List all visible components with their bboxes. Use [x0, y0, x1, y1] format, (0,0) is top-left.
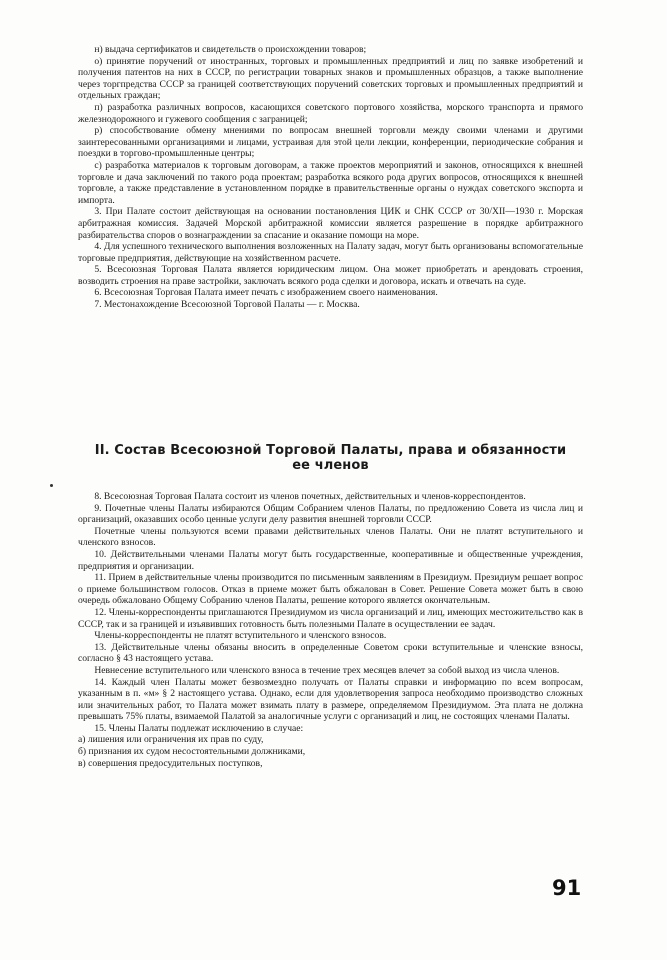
- section-heading-line: ее членов: [292, 458, 369, 473]
- paragraph: Члены-корреспонденты не платят вступительного и членского взносов.: [94, 630, 387, 642]
- page-number: 91: [552, 876, 582, 900]
- paragraph: 8. Всесоюзная Торговая Палата состоит из членов почетных, действительных и членов-корреспондентов.: [94, 491, 526, 502]
- paragraph: н) выдача сертификатов и свидетельств о происхождении товаров;: [94, 44, 367, 55]
- paragraph: 5. Всесоюзная Торговая Палата является юридическим лицом. Она может приобретать и арендовать строения, возводить строения на праве застройки, заключать всякого рода сделки и договора, искать и отвечать на суде.: [78, 264, 583, 287]
- paragraph: 12. Члены-корреспонденты приглашаются Президиумом из числа организаций и лиц, имеющих местожительство как в СССР, так и за границей и изъявивших готовность быть полезными Палате в осуществлении ее задач.: [78, 606, 583, 630]
- paragraph: 14. Каждый член Палаты может безвозмездно получать от Палаты справки и информацию по всем вопросам, указанным в п. «м» § 2 настоящего устава. Однако, если для удовлетворения запроса необходимо производство сложных или значительных работ, то Палата может взимать плату в размере, определяемом Президиумом. Эта плата не должна превышать 75% платы, взимаемой Палатой за аналогичные услуги с организаций и лиц, не состоящих членами Палаты.: [78, 676, 583, 723]
- text-section-top: [78, 44, 583, 311]
- section-heading-line: II. Состав Всесоюзной Торговой Палаты, права и обязанности: [94, 443, 567, 458]
- paragraph: 4. Для успешного технического выполнения возложенных на Палату задач, могут быть организованы вспомогательные торговые предприятия, действующие на хозяйственном расчете.: [78, 241, 583, 264]
- list-item: б) признания их судом несостоятельными должниками,: [78, 746, 306, 758]
- paragraph: 11. Прием в действительные члены производится по письменным заявлениям в Президиум. Президиум решает вопрос о приеме большинством голосов. Отказ в приеме может быть обжалован в Совет. Решение Совета может быть в свою очередь обжаловано Общему Собранию членов Палаты, решение которого является окончательным.: [78, 572, 583, 607]
- paragraph: 9. Почетные члены Палаты избираются Общим Собранием членов Палаты, по предложению Совета из числа лиц и организаций, оказавших особо ценные услуги делу развития внешней торговли СССР.: [78, 502, 583, 526]
- paragraph: 3. При Палате состоит действующая на основании постановления ЦИК и СНК СССР от 30/XII—1930 г. Морская арбитражная комиссия. Задачей Морской арбитражной комиссии является разрешение в порядке арбитражного разбирательства споров о вознаграждении за спасание и оказание помощи на море.: [78, 206, 583, 241]
- paragraph: 7. Местонахождение Всесоюзной Торговой Палаты — г. Москва.: [94, 299, 360, 311]
- list-item: а) лишения или ограничения их прав по суду,: [78, 734, 264, 746]
- section-heading: [78, 443, 583, 473]
- list-item: в) совершения предосудительных поступков,: [78, 757, 263, 769]
- print-speck: [50, 484, 53, 487]
- paragraph: 13. Действительные члены обязаны вносить в определенные Советом сроки вступительные и членские взносы, согласно § 43 настоящего устава.: [78, 641, 583, 665]
- paragraph: 10. Действительными членами Палаты могут быть государственные, кооперативные и общественные учреждения, предприятия и организации.: [78, 548, 583, 572]
- paragraph: Почетные члены пользуются всеми правами действительных членов Палаты. Они не платят вступительного и членского взносов.: [78, 525, 583, 549]
- paragraph: р) способствование обмену мнениями по вопросам внешней торговли между своими членами и другими заинтересованными организациями и лицами, устраивая для этой цели лекции, конференции, периодические собрания и поездки в торгово-промышленные центры;: [78, 125, 583, 160]
- paragraph: Невнесение вступительного или членского взноса в течение трех месяцев влечет за собой выход из числа членов.: [94, 664, 560, 676]
- paragraph: п) разработка различных вопросов, касающихся советского портового хозяйства, морского транспорта и прямого железнодорожного и гужевого сообщения с заграницей;: [78, 101, 583, 125]
- paragraph: 15. Члены Палаты подлежат исключению в случае:: [94, 722, 304, 734]
- paragraph: 6. Всесоюзная Торговая Палата имеет печать с изображением своего наименования.: [94, 287, 438, 299]
- paragraph: о) принятие поручений от иностранных, торговых и промышленных предприятий и лиц по заявке изобретений и получения патентов на них в СССР, по регистрации товарных знаков и промышленных образцов, а также выполнение через торгпредства СССР за границей соответствующих поручений советских торговых и промышленных предприятий и отдельных граждан;: [78, 55, 583, 102]
- paragraph: с) разработка материалов к торговым договорам, а также проектов мероприятий и законов, относящихся к внешней торговле и дача заключений по такого рода проектам; разработка всякого рода других вопросов, относящихся к внешней торговле, а также представление в установленном порядке в правительственные органы о нуждах советского экспорта и импорта.: [78, 159, 583, 206]
- text-section-bottom: [78, 491, 583, 769]
